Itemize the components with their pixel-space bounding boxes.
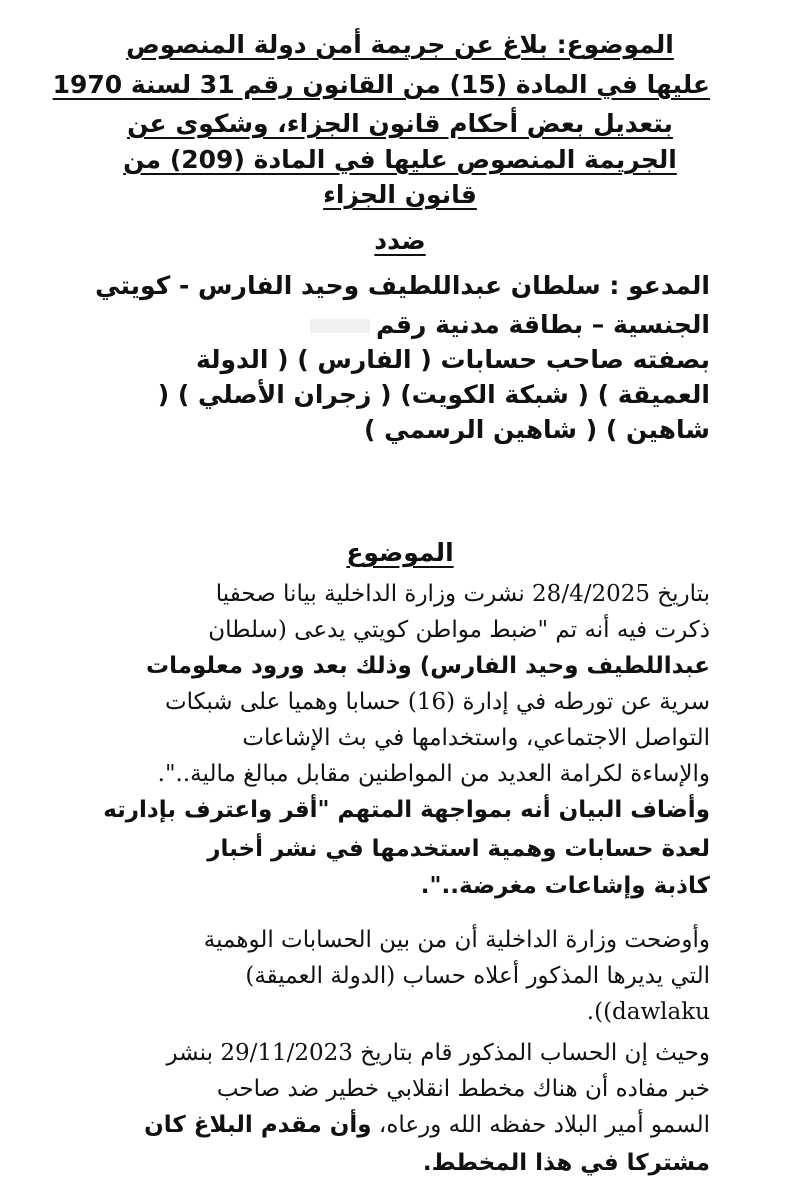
p1-line-9: كاذبة وإشاعات مغرضة..". (420, 873, 710, 899)
p3-line-3 (90, 1112, 710, 1140)
against-label: ضدد (374, 226, 426, 255)
p1-line-4: سرية عن تورطه في إدارة (16) حسابا وهميا على شبكات (164, 689, 710, 715)
p3-line-1: وحيث إن الحساب المذكور قام بتاريخ 29/11/2023 بنشر (166, 1040, 710, 1066)
title-line-1: الموضوع: بلاغ عن جريمة أمن دولة المنصوص (126, 30, 674, 59)
defendant-line-2 (90, 310, 710, 340)
defendant-line-1: المدعو : سلطان عبداللطيف وحيد الفارس - كويتي (95, 271, 710, 300)
defendant-line-4: العميقة ) ( شبكة الكويت) ( زجران الأصلي ) ( (157, 380, 710, 409)
p1-line-6: والإساءة لكرامة العديد من المواطنين مقابل مبالغ مالية..". (157, 761, 710, 787)
title-line-5: قانون الجزاء (323, 180, 477, 209)
p2-line-2: التي يديرها المذكور أعلاه حساب (الدولة العميقة) (245, 963, 710, 989)
p3-line-4: مشتركا في هذا المخطط. (422, 1150, 710, 1176)
title-line-4: الجريمة المنصوص عليها في المادة (209) من (123, 145, 677, 174)
p3-line-3-bold: وأن مقدم البلاغ كان (144, 1112, 372, 1138)
p1-line-8: لعدة حسابات وهمية استخدمها في نشر أخبار (207, 836, 710, 862)
defendant-line-3: بصفته صاحب حسابات ( الفارس ) ( الدولة (195, 345, 710, 374)
p1-line-3: عبداللطيف وحيد الفارس) وذلك بعد ورود معلومات (146, 653, 710, 679)
p1-line-5: التواصل الاجتماعي، واستخدامها في بث الإشاعات (242, 725, 710, 751)
title-line-3: بتعديل بعض أحكام قانون الجزاء، وشكوى عن (127, 109, 673, 138)
p2-line-3: dawlaku)). (586, 999, 710, 1025)
title-line-2: عليها في المادة (15) من القانون رقم 31 لسنة 1970 (52, 70, 710, 99)
p1-line-7: وأضاف البيان أنه بمواجهة المتهم "أقر واعترف بإدارته (103, 797, 710, 823)
p3-line-3-text: السمو أمير البلاد حفظه الله ورعاه، (378, 1112, 710, 1138)
defendant-line-2-text: الجنسية – بطاقة مدنية رقم (376, 310, 710, 339)
p1-line-1: بتاريخ 28/4/2025 نشرت وزارة الداخلية بيانا صحفيا (215, 581, 710, 607)
subject-heading: الموضوع (346, 538, 454, 567)
p3-line-2: خبر مفاده أن هناك مخطط انقلابي خطير ضد صاحب (216, 1076, 710, 1102)
p1-line-2: ذكرت فيه أنه تم "ضبط مواطن كويتي يدعى (سلطان (208, 617, 710, 643)
redacted-id (310, 319, 370, 333)
p2-line-1: وأوضحت وزارة الداخلية أن من بين الحسابات الوهمية (203, 927, 710, 953)
defendant-line-5: شاهين ) ( شاهين الرسمي ) (364, 415, 710, 444)
